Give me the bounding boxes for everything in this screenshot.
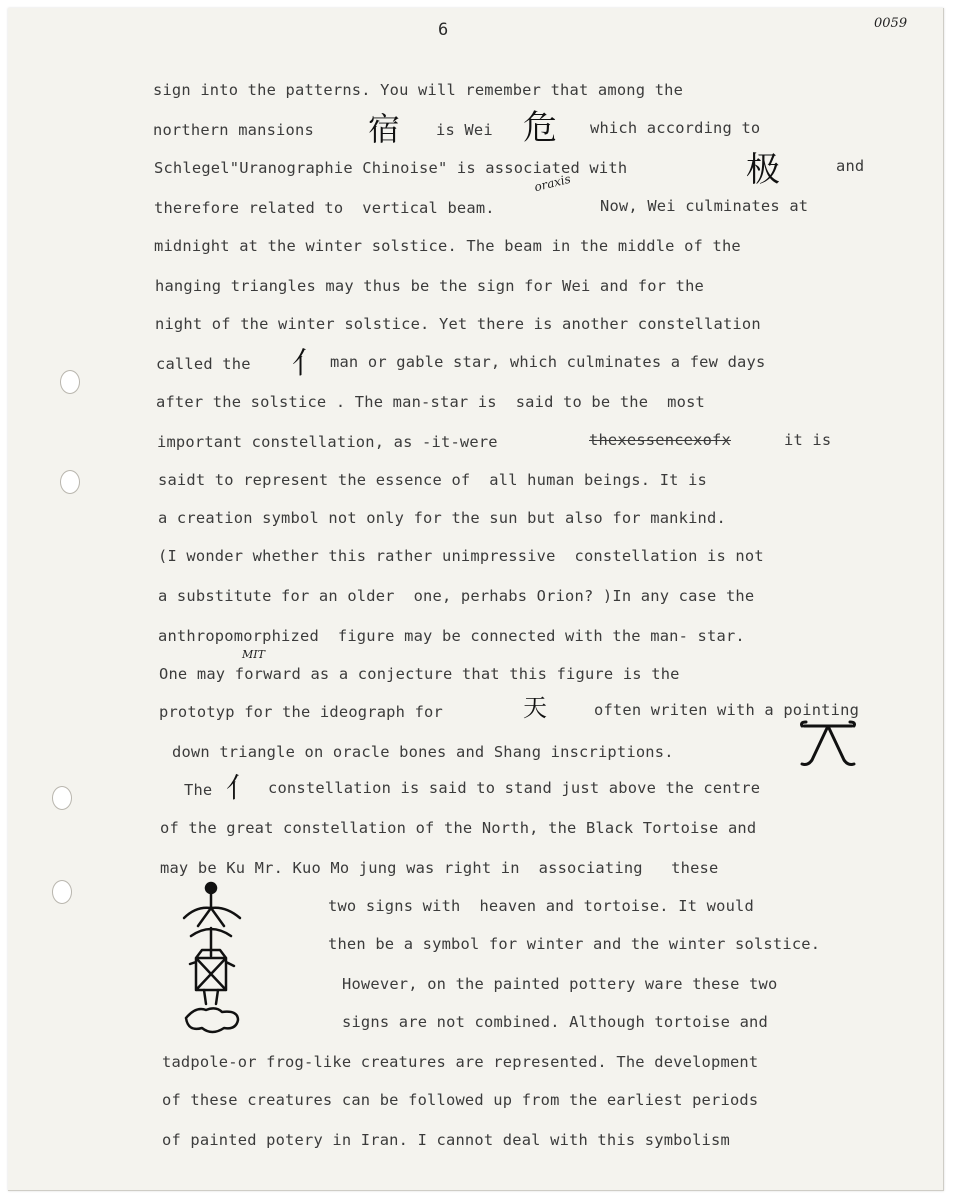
text-line: anthropomorphized figure may be connected with the man- star. [158,627,745,645]
text-line: after the solstice . The man-star is said to be the most [156,393,706,411]
binder-hole [52,880,72,904]
text-line: Now, Wei culminates at [600,197,809,215]
handwritten-glyph-ren: 亻 [226,771,255,804]
handwritten-annotation-mit: MIT [242,648,265,661]
text-line: However, on the painted pottery ware these two [342,975,778,993]
text-line: saidt to represent the essence of all human beings. It is [158,471,708,489]
text-line: then be a symbol for winter and the winter solstice. [328,935,821,953]
text-line: signs are not combined. Although tortoise and [342,1013,768,1031]
struck-out-text: thexessencexofx [589,431,731,449]
handwritten-glyph-tian: 天 [523,694,547,722]
handwritten-glyph-wei: 危 [523,108,557,148]
text-line: of these creatures can be followed up from the earliest periods [162,1091,759,1109]
text-line: The [184,781,213,799]
text-line: and [836,157,865,175]
text-line: prototyp for the ideograph for [159,703,443,721]
text-line: hanging triangles may thus be the sign for Wei and for the [155,277,705,295]
oracle-bone-heaven-sketch [798,720,858,770]
text-line: midnight at the winter solstice. The beam in the middle of the [154,237,741,255]
text-line: One may forward as a conjecture that this figure is the [159,665,680,683]
archive-reference: 0059 [874,16,908,31]
text-line: a substitute for an older one, perhabs Orion? )In any case the [158,587,755,605]
text-line: tadpole-or frog-like creatures are represented. The development [162,1053,759,1071]
document-page [8,8,944,1191]
text-line: two signs with heaven and tortoise. It would [328,897,754,915]
handwritten-annotation-oraxis: oraxis [532,171,573,195]
text-line: important constellation, as -it-were [157,433,498,451]
handwritten-glyph-ren: 亻 [292,346,322,381]
heaven-tortoise-figure-sketch [176,878,246,1038]
text-line: Schlegel"Uranographie Chinoise" is associated with [154,159,628,177]
binder-hole [52,786,72,810]
binder-hole [60,470,80,494]
text-line: may be Ku Mr. Kuo Mo jung was right in associating these [160,859,719,877]
text-line: night of the winter solstice. Yet there is another constellation [155,315,761,333]
text-line: of painted potery in Iran. I cannot deal with this symbolism [162,1131,730,1149]
page-number: 6 [438,20,449,40]
text-line: (I wonder whether this rather unimpressive constellation is not [158,547,764,565]
text-line: sign into the patterns. You will remember that among the [153,81,684,99]
text-line: down triangle on oracle bones and Shang inscriptions. [172,743,674,761]
text-line: of the great constellation of the North, the Black Tortoise and [160,819,757,837]
text-line: called the [156,355,251,373]
text-line: a creation symbol not only for the sun but also for mankind. [158,509,726,527]
text-line: which according to [590,119,761,137]
binder-hole [60,370,80,394]
text-line: it is [784,431,832,449]
text-line: often writen with a pointing [594,701,860,719]
handwritten-glyph-su: 宿 [368,110,401,148]
text-line: northern mansions [153,121,314,139]
text-line: is Wei [436,121,493,139]
text-line: constellation is said to stand just above the centre [268,779,761,797]
text-line: therefore related to vertical beam. [154,199,495,217]
text-line: man or gable star, which culminates a few days [330,353,766,371]
handwritten-glyph-ji: 极 [746,150,780,190]
